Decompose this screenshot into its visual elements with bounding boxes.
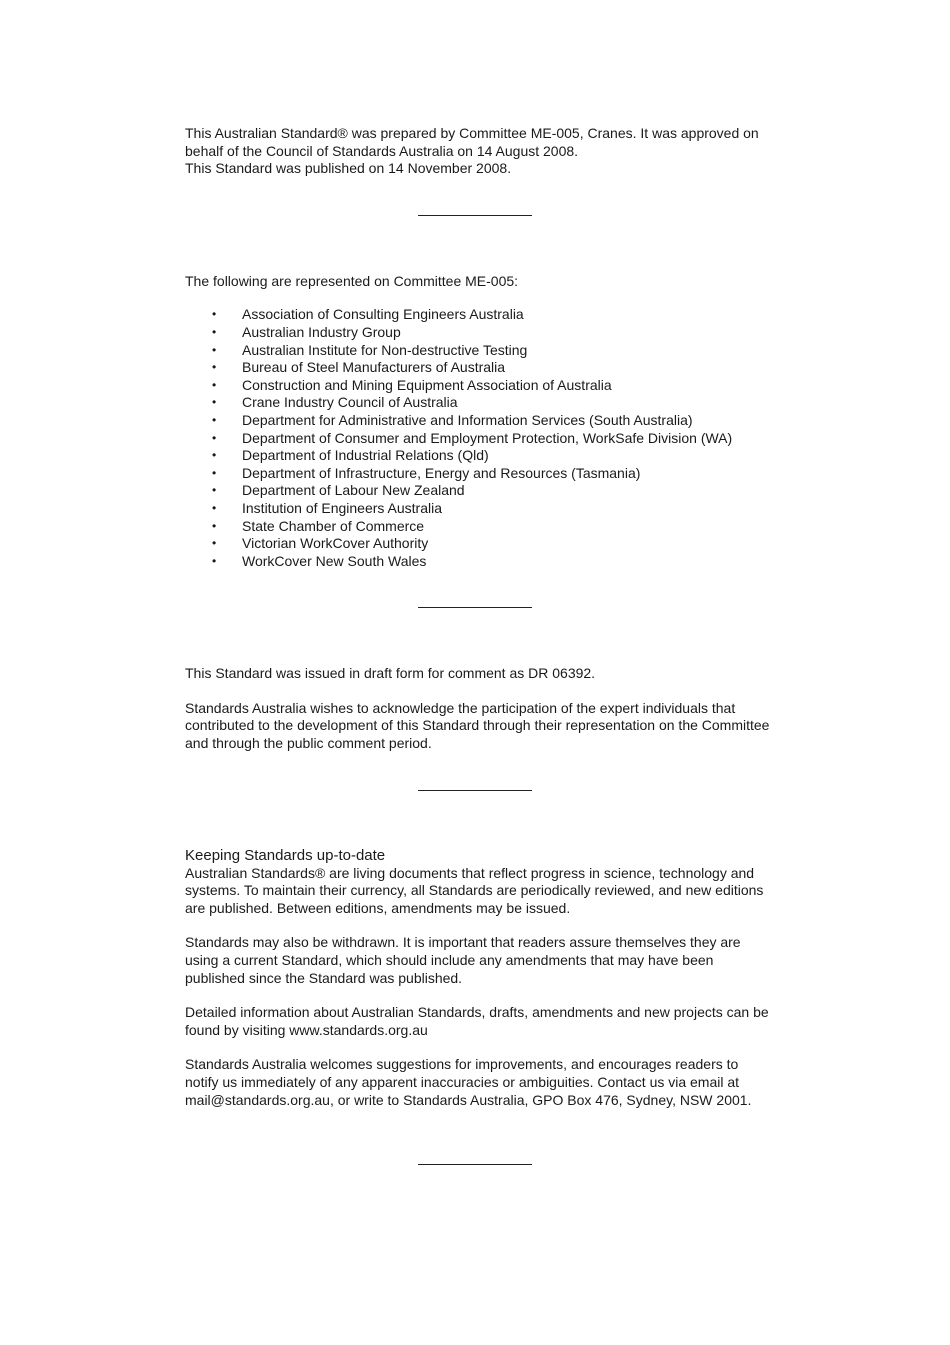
member-name: Association of Consulting Engineers Australia: [242, 306, 524, 323]
list-item: [185, 394, 775, 412]
living-documents-paragraph: Australian Standards® are living documents that reflect progress in science, technology and systems. To maintain their currency, all Standards are periodically reviewed, and new editions are published. Between editions, amendments may be issued.: [185, 864, 764, 916]
bullet-icon: •: [212, 483, 217, 498]
committee-member-list: [185, 306, 775, 570]
section-divider: [418, 790, 532, 791]
bullet-icon: •: [212, 500, 217, 515]
member-name: Australian Institute for Non-destructive Testing: [242, 341, 528, 358]
bullet-icon: •: [212, 324, 217, 339]
list-item: [185, 500, 775, 518]
list-item: [185, 306, 775, 324]
bullet-icon: •: [212, 465, 217, 480]
member-name: Institution of Engineers Australia: [242, 499, 443, 516]
list-item: [185, 412, 775, 430]
member-name: Department for Administrative and Information Services (South Australia): [242, 411, 693, 428]
list-item: [185, 465, 775, 483]
list-item: [185, 535, 775, 553]
committee-intro: The following are represented on Committee ME-005:: [185, 272, 519, 289]
bullet-icon: •: [212, 448, 217, 463]
bullet-icon: •: [212, 518, 217, 533]
member-name: WorkCover New South Wales: [242, 552, 427, 569]
bullet-icon: •: [212, 412, 217, 427]
bullet-icon: •: [212, 553, 217, 568]
section-heading: Keeping Standards up-to-date: [185, 846, 386, 864]
draft-issued-statement: This Standard was issued in draft form for comment as DR 06392.: [185, 665, 596, 682]
publication-date: This Standard was published on 14 November 2008.: [185, 160, 512, 177]
list-item: [185, 324, 775, 342]
approval-statement: This Australian Standard® was prepared by Committee ME-005, Cranes. It was approved on behalf of the Council of Standards Australia on 14 August 2008.: [185, 125, 759, 159]
section-divider: [418, 215, 532, 216]
bullet-icon: •: [212, 395, 217, 410]
bullet-icon: •: [212, 430, 217, 445]
list-item: [185, 377, 775, 395]
list-item: [185, 359, 775, 377]
member-name: Victorian WorkCover Authority: [242, 535, 429, 552]
list-item: [185, 482, 775, 500]
bullet-icon: •: [212, 536, 217, 551]
member-name: Department of Infrastructure, Energy and Resources (Tasmania): [242, 464, 641, 481]
member-name: State Chamber of Commerce: [242, 517, 425, 534]
member-name: Department of Labour New Zealand: [242, 482, 465, 499]
member-name: Construction and Mining Equipment Association of Australia: [242, 376, 612, 393]
list-item: [185, 430, 775, 448]
bullet-icon: •: [212, 360, 217, 375]
withdrawal-paragraph: Standards may also be withdrawn. It is important that readers assure themselves they are using a current Standard, which should include any amendments that may have been published since the Standard was published.: [185, 934, 741, 986]
bullet-icon: •: [212, 377, 217, 392]
member-name: Bureau of Steel Manufacturers of Australia: [242, 359, 506, 376]
member-name: Department of Consumer and Employment Protection, WorkSafe Division (WA): [242, 429, 733, 446]
list-item: [185, 518, 775, 536]
contact-paragraph: Standards Australia welcomes suggestions for improvements, and encourages readers to notify us immediately of any apparent inaccuracies or ambiguities. Contact us via email at mail@standards.org.au, or write to Standards Australia, GPO Box 476, Sydney, NSW 2001.: [185, 1056, 752, 1108]
list-item: [185, 553, 775, 571]
section-divider: [418, 607, 532, 608]
information-paragraph: Detailed information about Australian Standards, drafts, amendments and new projects can be found by visiting www.standards.org.au: [185, 1004, 769, 1038]
bullet-icon: •: [212, 307, 217, 322]
list-item: [185, 342, 775, 360]
member-name: Crane Industry Council of Australia: [242, 394, 458, 411]
document-page: [185, 125, 775, 1165]
acknowledgement-paragraph: Standards Australia wishes to acknowledge the participation of the expert individuals that contributed to the development of this Standard through their representation on the Committee and through the public comment period.: [185, 699, 770, 752]
list-item: [185, 447, 775, 465]
bullet-icon: •: [212, 342, 217, 357]
member-name: Department of Industrial Relations (Qld): [242, 447, 489, 464]
section-divider: [418, 1164, 532, 1165]
member-name: Australian Industry Group: [242, 323, 401, 340]
